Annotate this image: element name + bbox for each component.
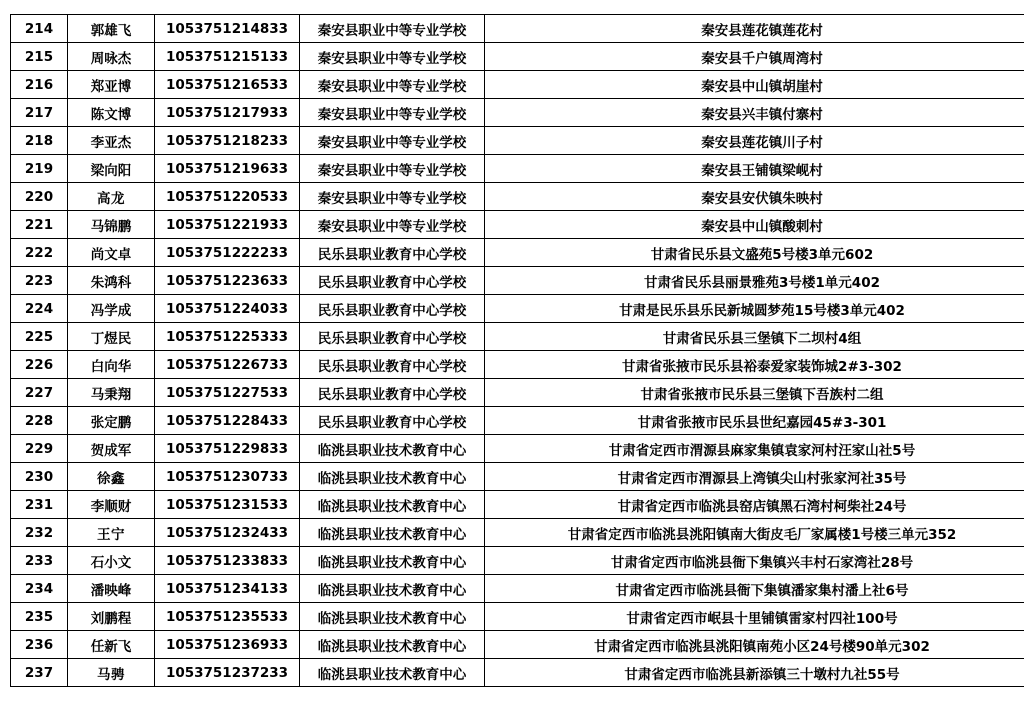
row-school-cell: 民乐县职业教育中心学校: [300, 323, 485, 351]
row-address-cell: 甘肃省定西市临洮县洮阳镇南大街皮毛厂家属楼1号楼三单元352: [485, 519, 1024, 547]
row-address-cell: 甘肃省定西市临洮县衙下集镇兴丰村石家湾社28号: [485, 547, 1024, 575]
row-school-cell: 民乐县职业教育中心学校: [300, 295, 485, 323]
row-index-cell: 216: [11, 71, 68, 99]
row-address-cell: 秦安县莲花镇莲花村: [485, 15, 1024, 43]
row-name-cell: 朱鸿科: [68, 267, 155, 295]
row-index-cell: 214: [11, 15, 68, 43]
row-name-cell: 郭雄飞: [68, 15, 155, 43]
table-row: [11, 267, 1024, 295]
row-address-cell: 甘肃省民乐县丽景雅苑3号楼1单元402: [485, 267, 1024, 295]
row-id-cell: 1053751226733: [155, 351, 300, 379]
row-name-cell: 马锦鹏: [68, 211, 155, 239]
row-school-cell: 临洮县职业技术教育中心: [300, 631, 485, 659]
row-address-cell: 秦安县安伏镇朱映村: [485, 183, 1024, 211]
row-address-cell: 秦安县兴丰镇付寨村: [485, 99, 1024, 127]
row-address-cell: 甘肃省民乐县文盛苑5号楼3单元602: [485, 239, 1024, 267]
row-school-cell: 临洮县职业技术教育中心: [300, 519, 485, 547]
row-name-cell: 刘鹏程: [68, 603, 155, 631]
row-name-cell: 尚文卓: [68, 239, 155, 267]
row-id-cell: 1053751215133: [155, 43, 300, 71]
row-name-cell: 梁向阳: [68, 155, 155, 183]
row-id-cell: 1053751231533: [155, 491, 300, 519]
row-name-cell: 王宁: [68, 519, 155, 547]
row-address-cell: 甘肃省张掖市民乐县世纪嘉园45#3-301: [485, 407, 1024, 435]
row-id-cell: 1053751237233: [155, 659, 300, 687]
row-name-cell: 潘映峰: [68, 575, 155, 603]
row-index-cell: 221: [11, 211, 68, 239]
row-index-cell: 217: [11, 99, 68, 127]
row-id-cell: 1053751233833: [155, 547, 300, 575]
table-row: [11, 155, 1024, 183]
table-row: [11, 547, 1024, 575]
row-index-cell: 219: [11, 155, 68, 183]
row-school-cell: 临洮县职业技术教育中心: [300, 547, 485, 575]
row-school-cell: 民乐县职业教育中心学校: [300, 351, 485, 379]
table-row: [11, 463, 1024, 491]
row-id-cell: 1053751221933: [155, 211, 300, 239]
row-id-cell: 1053751214833: [155, 15, 300, 43]
row-id-cell: 1053751232433: [155, 519, 300, 547]
table-row: [11, 99, 1024, 127]
table-row: [11, 351, 1024, 379]
table-row: [11, 435, 1024, 463]
row-name-cell: 陈文博: [68, 99, 155, 127]
row-address-cell: 甘肃省定西市临洮县洮阳镇南苑小区24号楼90单元302: [485, 631, 1024, 659]
row-index-cell: 229: [11, 435, 68, 463]
roster-table: [10, 14, 1024, 687]
row-index-cell: 218: [11, 127, 68, 155]
row-school-cell: 临洮县职业技术教育中心: [300, 435, 485, 463]
row-index-cell: 226: [11, 351, 68, 379]
row-index-cell: 230: [11, 463, 68, 491]
row-name-cell: 张定鹏: [68, 407, 155, 435]
row-index-cell: 235: [11, 603, 68, 631]
row-id-cell: 1053751236933: [155, 631, 300, 659]
row-index-cell: 227: [11, 379, 68, 407]
table-row: [11, 379, 1024, 407]
row-school-cell: 秦安县职业中等专业学校: [300, 155, 485, 183]
row-name-cell: 郑亚博: [68, 71, 155, 99]
table-row: [11, 211, 1024, 239]
table-row: [11, 659, 1024, 687]
row-name-cell: 丁煜民: [68, 323, 155, 351]
row-address-cell: 秦安县千户镇周湾村: [485, 43, 1024, 71]
table-row: [11, 603, 1024, 631]
table-row: [11, 239, 1024, 267]
row-name-cell: 徐鑫: [68, 463, 155, 491]
row-name-cell: 马秉翔: [68, 379, 155, 407]
row-name-cell: 高龙: [68, 183, 155, 211]
row-id-cell: 1053751230733: [155, 463, 300, 491]
row-id-cell: 1053751229833: [155, 435, 300, 463]
row-index-cell: 220: [11, 183, 68, 211]
row-school-cell: 民乐县职业教育中心学校: [300, 239, 485, 267]
row-index-cell: 232: [11, 519, 68, 547]
row-school-cell: 秦安县职业中等专业学校: [300, 99, 485, 127]
row-school-cell: 民乐县职业教育中心学校: [300, 407, 485, 435]
row-school-cell: 临洮县职业技术教育中心: [300, 603, 485, 631]
row-address-cell: 甘肃省民乐县三堡镇下二坝村4组: [485, 323, 1024, 351]
row-index-cell: 233: [11, 547, 68, 575]
row-id-cell: 1053751227533: [155, 379, 300, 407]
row-index-cell: 236: [11, 631, 68, 659]
row-name-cell: 冯学成: [68, 295, 155, 323]
row-school-cell: 临洮县职业技术教育中心: [300, 463, 485, 491]
row-id-cell: 1053751228433: [155, 407, 300, 435]
row-index-cell: 228: [11, 407, 68, 435]
row-name-cell: 李顺财: [68, 491, 155, 519]
row-id-cell: 1053751222233: [155, 239, 300, 267]
row-id-cell: 1053751219633: [155, 155, 300, 183]
row-address-cell: 甘肃省定西市渭源县上湾镇尖山村张家河社35号: [485, 463, 1024, 491]
row-address-cell: 甘肃省定西市临洮县新添镇三十墩村九社55号: [485, 659, 1024, 687]
roster-table-body: [11, 15, 1024, 687]
row-address-cell: 甘肃省定西市渭源县麻家集镇袁家河村汪家山社5号: [485, 435, 1024, 463]
row-id-cell: 1053751225333: [155, 323, 300, 351]
row-id-cell: 1053751220533: [155, 183, 300, 211]
row-address-cell: 甘肃省定西市岷县十里铺镇雷家村四社100号: [485, 603, 1024, 631]
row-school-cell: 秦安县职业中等专业学校: [300, 127, 485, 155]
row-name-cell: 贺成军: [68, 435, 155, 463]
row-address-cell: 秦安县莲花镇川子村: [485, 127, 1024, 155]
row-index-cell: 223: [11, 267, 68, 295]
row-school-cell: 临洮县职业技术教育中心: [300, 575, 485, 603]
row-address-cell: 甘肃省张掖市民乐县裕泰爱家装饰城2#3-302: [485, 351, 1024, 379]
table-row: [11, 43, 1024, 71]
table-row: [11, 183, 1024, 211]
row-id-cell: 1053751216533: [155, 71, 300, 99]
row-index-cell: 215: [11, 43, 68, 71]
row-name-cell: 周咏杰: [68, 43, 155, 71]
row-school-cell: 秦安县职业中等专业学校: [300, 71, 485, 99]
table-row: [11, 631, 1024, 659]
row-name-cell: 白向华: [68, 351, 155, 379]
row-name-cell: 石小文: [68, 547, 155, 575]
table-row: [11, 127, 1024, 155]
table-row: [11, 323, 1024, 351]
row-index-cell: 234: [11, 575, 68, 603]
row-school-cell: 秦安县职业中等专业学校: [300, 211, 485, 239]
row-name-cell: 李亚杰: [68, 127, 155, 155]
row-index-cell: 231: [11, 491, 68, 519]
row-name-cell: 任新飞: [68, 631, 155, 659]
row-address-cell: 秦安县王铺镇梁岘村: [485, 155, 1024, 183]
row-id-cell: 1053751223633: [155, 267, 300, 295]
row-school-cell: 临洮县职业技术教育中心: [300, 659, 485, 687]
row-id-cell: 1053751217933: [155, 99, 300, 127]
row-id-cell: 1053751224033: [155, 295, 300, 323]
row-id-cell: 1053751235533: [155, 603, 300, 631]
row-index-cell: 222: [11, 239, 68, 267]
row-address-cell: 甘肃省定西市临洮县衙下集镇潘家集村潘上社6号: [485, 575, 1024, 603]
row-address-cell: 甘肃省张掖市民乐县三堡镇下吾族村二组: [485, 379, 1024, 407]
row-school-cell: 秦安县职业中等专业学校: [300, 183, 485, 211]
row-id-cell: 1053751218233: [155, 127, 300, 155]
table-row: [11, 575, 1024, 603]
row-index-cell: 224: [11, 295, 68, 323]
table-row: [11, 407, 1024, 435]
table-row: [11, 519, 1024, 547]
table-row: [11, 491, 1024, 519]
table-row: [11, 15, 1024, 43]
row-school-cell: 秦安县职业中等专业学校: [300, 15, 485, 43]
row-address-cell: 秦安县中山镇胡崖村: [485, 71, 1024, 99]
row-address-cell: 秦安县中山镇酸刺村: [485, 211, 1024, 239]
table-row: [11, 295, 1024, 323]
row-school-cell: 民乐县职业教育中心学校: [300, 267, 485, 295]
row-id-cell: 1053751234133: [155, 575, 300, 603]
row-school-cell: 秦安县职业中等专业学校: [300, 43, 485, 71]
row-address-cell: 甘肃省定西市临洮县窑店镇黑石湾村柯柴社24号: [485, 491, 1024, 519]
row-school-cell: 民乐县职业教育中心学校: [300, 379, 485, 407]
row-school-cell: 临洮县职业技术教育中心: [300, 491, 485, 519]
row-address-cell: 甘肃是民乐县乐民新城圆梦苑15号楼3单元402: [485, 295, 1024, 323]
row-index-cell: 237: [11, 659, 68, 687]
row-index-cell: 225: [11, 323, 68, 351]
row-name-cell: 马骋: [68, 659, 155, 687]
table-row: [11, 71, 1024, 99]
